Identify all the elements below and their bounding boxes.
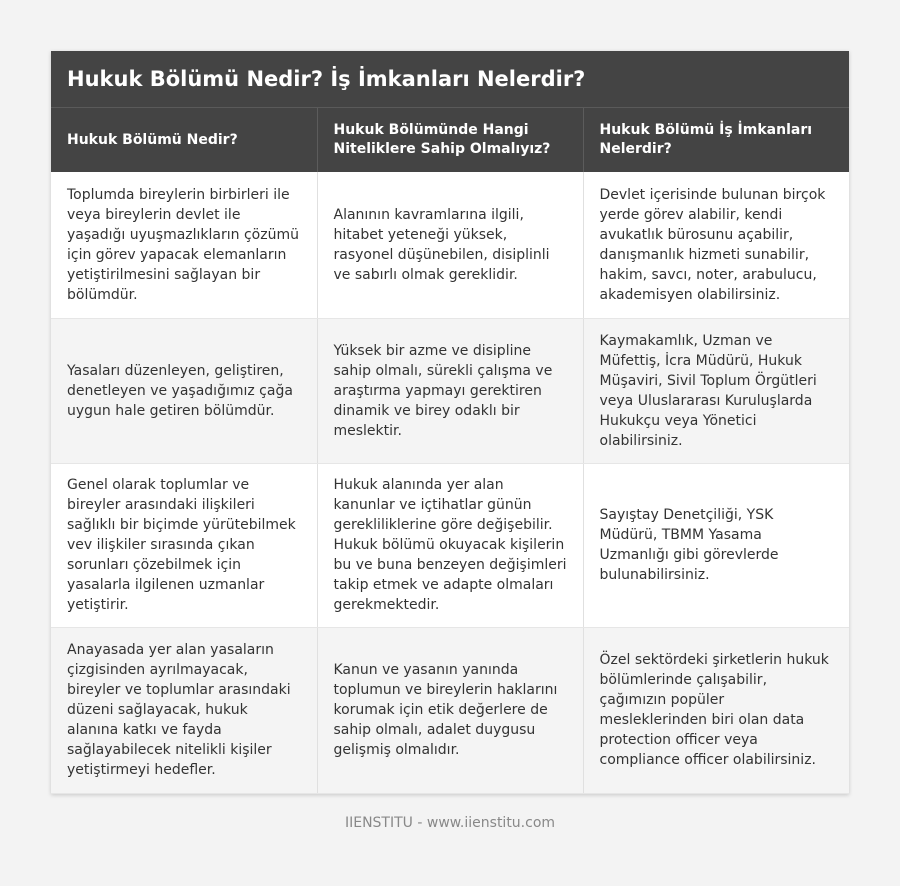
table-cell: Anayasada yer alan yasaların çizgisinden ayrılmayacak, bireyler ve toplumlar arasındaki düzeni sağlayacak, hukuk alanına katkı ve fayda sağlayabilecek nitelikli kişiler yetiştirmeyi hedefler. xyxy=(51,627,317,793)
table-cell: Kanun ve yasanın yanında toplumun ve bireylerin haklarını korumak için etik değerlere de sahip olmalı, adalet duygusu gelişmiş olmalıdır. xyxy=(317,627,583,793)
table-row xyxy=(51,463,849,627)
info-table-card xyxy=(51,51,849,794)
table-cell: Yüksek bir azme ve disipline sahip olmalı, sürekli çalışma ve araştırma yapmayı gerektiren dinamik ve birey odaklı bir meslektir. xyxy=(317,318,583,463)
info-table xyxy=(51,108,849,794)
table-title: Hukuk Bölümü Nedir? İş İmkanları Nelerdir? xyxy=(51,51,849,108)
table-cell: Yasaları düzenleyen, geliştiren, denetleyen ve yaşadığımız çağa uygun hale getiren bölümdür. xyxy=(51,318,317,463)
table-cell: Alanının kavramlarına ilgili, hitabet yeteneği yüksek, rasyonel düşünebilen, disiplinli ve sabırlı olmak gereklidir. xyxy=(317,172,583,318)
column-header-career: Hukuk Bölümü İş İmkanları Nelerdir? xyxy=(583,108,849,172)
column-header-qualifications: Hukuk Bölümünde Hangi Niteliklere Sahip Olmalıyız? xyxy=(317,108,583,172)
table-cell: Özel sektördeki şirketlerin hukuk bölümlerinde çalışabilir, çağımızın popüler mesleklerinden biri olan data protection officer veya compliance officer olabilirsiniz. xyxy=(583,627,849,793)
table-cell: Hukuk alanında yer alan kanunlar ve içtihatlar günün gerekliliklerine göre değişebilir. Hukuk bölümü okuyacak kişilerin bu ve buna benzeyen değişimleri takip etmek ve adapte olmaları gerekmektedir. xyxy=(317,463,583,627)
table-cell: Genel olarak toplumlar ve bireyler arasındaki ilişkileri sağlıklı bir biçimde yürütebilmek vev ilişkiler sırasında çıkan sorunları çözebilmek için yasalarla ilgilenen uzmanlar yetiştirir. xyxy=(51,463,317,627)
table-cell: Sayıştay Denetçiliği, YSK Müdürü, TBMM Yasama Uzmanlığı gibi görevlerde bulunabilirsiniz. xyxy=(583,463,849,627)
table-cell: Kaymakamlık, Uzman ve Müfettiş, İcra Müdürü, Hukuk Müşaviri, Sivil Toplum Örgütleri veya Uluslararası Kuruluşlarda Hukukçu veya Yönetici olabilirsiniz. xyxy=(583,318,849,463)
table-cell: Toplumda bireylerin birbirleri ile veya bireylerin devlet ile yaşadığı uyuşmazlıkların çözümü için görev yapacak elemanların yetiştirilmesini sağlayan bir bölümdür. xyxy=(51,172,317,318)
table-cell: Devlet içerisinde bulunan birçok yerde görev alabilir, kendi avukatlık bürosunu açabilir, danışmanlık hizmeti sunabilir, hakim, savcı, noter, arabulucu, akademisyen olabilirsiniz. xyxy=(583,172,849,318)
header-row xyxy=(51,108,849,172)
table-row xyxy=(51,627,849,793)
column-header-definition: Hukuk Bölümü Nedir? xyxy=(51,108,317,172)
table-row xyxy=(51,318,849,463)
footer-credit: IIENSTITU - www.iienstitu.com xyxy=(344,815,556,831)
table-row xyxy=(51,172,849,318)
